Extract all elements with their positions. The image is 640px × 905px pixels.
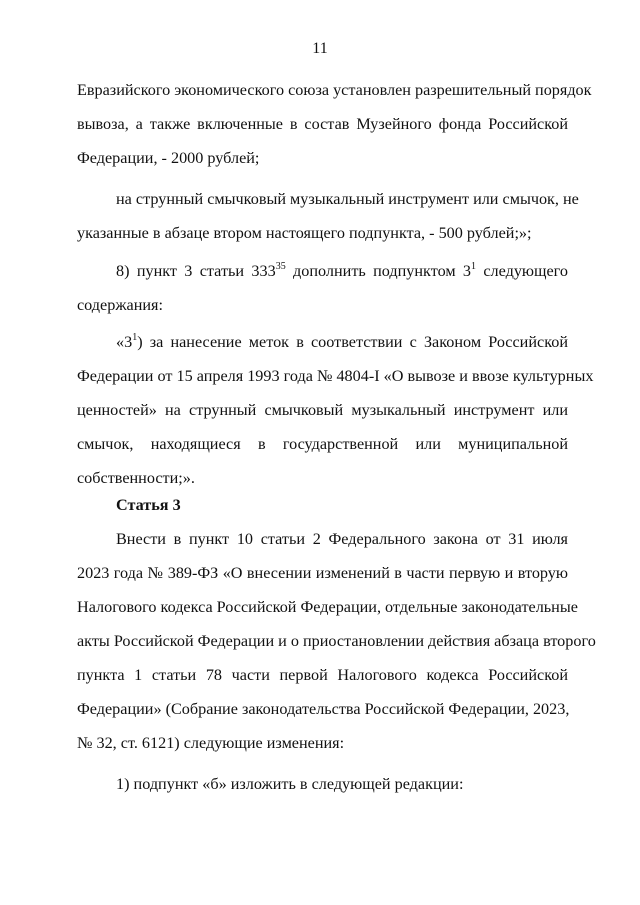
text-line: собственности;».	[77, 469, 195, 487]
article-heading: Статья 3	[116, 496, 181, 514]
paragraph-5	[77, 522, 596, 760]
paragraph-1	[77, 73, 592, 175]
superscript: 1	[132, 332, 138, 343]
text-line: ценностей» на струнный смычковый музыкальный инструмент или	[77, 401, 568, 419]
text-line: Федерации, - 2000 рублей;	[77, 149, 260, 167]
page-number: 11	[312, 40, 328, 57]
text-segment: «3	[116, 333, 133, 351]
text-line: Внести в пункт 10 статьи 2 Федерального закона от 31 июля	[116, 530, 568, 548]
text-line: Федерации» (Собрание законодательства Российской Федерации, 2023,	[77, 700, 570, 718]
text-line: на струнный смычковый музыкальный инструмент или смычок, не	[116, 190, 579, 208]
text-line: № 32, ст. 6121) следующие изменения:	[77, 734, 345, 752]
superscript: 1	[471, 261, 477, 272]
text-line: вывоза, а также включенные в состав Музейного фонда Российской	[77, 115, 568, 133]
text-line: Федерации от 15 апреля 1993 года № 4804-I «О вывозе и ввозе культурных	[77, 367, 594, 385]
text-segment: 8) пункт 3 статьи 333	[116, 262, 276, 280]
text-segment: дополнить подпунктом 3	[285, 262, 472, 280]
text-line: Налогового кодекса Российской Федерации, отдельные законодательные	[77, 598, 578, 616]
paragraph-4	[77, 325, 594, 495]
superscript: 35	[275, 261, 286, 272]
text-segment: ) за нанесение меток в соответствии с Законом Российской	[137, 333, 568, 351]
text-line: смычок, находящиеся в государственной или муниципальной	[77, 435, 568, 453]
text-line: 2023 года № 389-ФЗ «О внесении изменений в части первую и вторую	[77, 564, 568, 582]
text-line: акты Российской Федерации и о приостановлении действия абзаца второго	[77, 632, 596, 650]
text-segment: следующего	[476, 262, 569, 280]
paragraph-6	[77, 767, 568, 801]
text-line	[77, 254, 568, 288]
paragraph-2	[77, 182, 579, 250]
text-line	[77, 325, 568, 359]
paragraph-3	[77, 254, 568, 322]
text-line: указанные в абзаце втором настоящего подпункта, - 500 рублей;»;	[77, 224, 532, 242]
text-line: Евразийского экономического союза установлен разрешительный порядок	[77, 81, 592, 99]
text-line: пункта 1 статьи 78 части первой Налогового кодекса Российской	[77, 666, 568, 684]
text-line: 1) подпункт «б» изложить в следующей редакции:	[116, 775, 464, 793]
text-line: содержания:	[77, 296, 163, 314]
article-heading-block	[77, 488, 568, 522]
